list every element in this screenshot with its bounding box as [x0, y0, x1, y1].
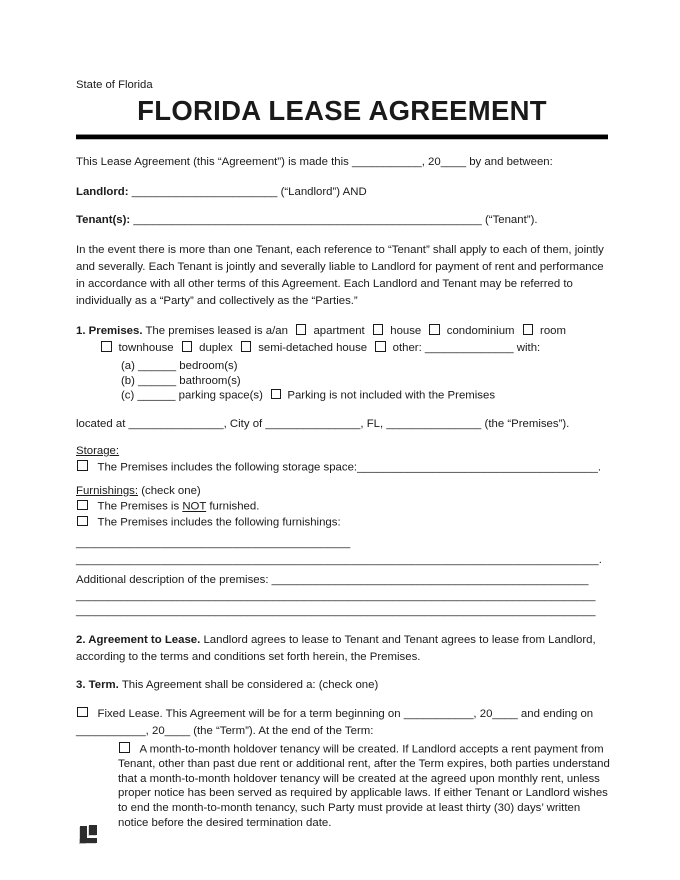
additional-label: Additional description of the premises:: [76, 574, 269, 586]
furnishings-blank-short: __________________________________________: [76, 537, 351, 549]
not-word: NOT: [182, 500, 207, 513]
furnishings-includes-text: The Premises includes the following furnishings:: [97, 516, 341, 529]
title-rule: [76, 134, 608, 140]
furnishings-heading-line: [76, 484, 608, 500]
furnishings-heading: Furnishings:: [76, 484, 139, 497]
joint-liability-paragraph: [76, 242, 608, 310]
landlord-line: [76, 184, 608, 201]
not-furnished-pre: The Premises is: [97, 500, 180, 513]
option-townhouse-label: townhouse: [118, 342, 174, 354]
option-room: [523, 325, 566, 337]
storage-block: [76, 444, 608, 476]
option-townhouse: [101, 342, 174, 354]
agreement-to-lease-paragraph: [76, 632, 608, 666]
premises-detail-c: [121, 388, 608, 403]
opening-line-text: This Lease Agreement (this “Agreement”) is made this ___________, 20____ by and between:: [76, 156, 553, 168]
option-condominium: [429, 325, 514, 337]
detail-a-blank: ______: [138, 360, 177, 372]
additional-blank: __________________________________________________: [271, 574, 589, 586]
no-parking-label: Parking is not included with the Premises: [287, 389, 496, 402]
option-house: [373, 325, 422, 337]
detail-a-label: bedroom(s): [179, 360, 238, 372]
other-blank: ______________: [424, 342, 514, 354]
fixed-lease-text: Fixed Lease. This Agreement will be for a term beginning on ___________, 20____ and ending on ___________, 20____ (the “Term”). At the end of the Term:: [76, 707, 594, 737]
option-duplex: [182, 342, 233, 354]
furnishings-blank-full: ________________________________________________________________________________.: [76, 554, 603, 566]
additional-description-block: [76, 573, 608, 620]
tenant-line: [76, 212, 608, 229]
joint-liability-text: In the event there is more than one Tenant, each reference to “Tenant” shall apply to each of them, jointly and severally. Each Tenant is jointly and severally liable to Landlord for payment of rent and performance in accordance with all other terms of this Agreement. Each Landlord and Tenant may be referred to individually as a “Party” and collectively as the “Parties.”: [76, 244, 604, 307]
detail-b-label: bathroom(s): [179, 374, 241, 387]
option-other-label: other:: [392, 342, 422, 354]
premises-lead-text: The premises leased is a/an: [145, 325, 288, 337]
additional-blank-line-2: __________________________________________________________________________________: [76, 605, 596, 617]
checkbox-fixed-lease[interactable]: [77, 707, 88, 718]
option-apartment: [296, 325, 365, 337]
term-heading: 3. Term.: [76, 678, 119, 691]
furnishings-block: [76, 484, 608, 570]
option-duplex-label: duplex: [199, 342, 233, 354]
storage-option-text: The Premises includes the following storage space:: [97, 461, 358, 473]
premises-detail-a: [121, 359, 608, 374]
premises-section: [76, 323, 608, 403]
premises-detail-b: [121, 374, 608, 389]
term-paragraph: [76, 677, 608, 694]
detail-a-key: (a): [121, 360, 135, 372]
state-label: State of Florida: [76, 79, 153, 91]
option-condominium-label: condominium: [446, 325, 515, 337]
premises-type-row-2: [76, 340, 608, 357]
checkbox-room[interactable]: [523, 324, 534, 335]
furnishings-check-one: (check one): [141, 484, 201, 497]
option-semi-detached: [241, 342, 367, 354]
checkbox-semi-detached[interactable]: [241, 341, 252, 352]
holdover-clause: [118, 742, 610, 831]
checkbox-no-parking[interactable]: [271, 389, 282, 400]
legaltemplates-logo-icon: [80, 825, 97, 843]
checkbox-townhouse[interactable]: [101, 341, 112, 352]
located-text: located at _______________, City of _______________, FL, _______________ (the “Premises”).: [76, 418, 570, 430]
checkbox-storage-space[interactable]: [77, 460, 88, 471]
not-furnished-post: furnished.: [209, 500, 260, 513]
checkbox-condominium[interactable]: [429, 324, 440, 335]
checkbox-furnished[interactable]: [77, 516, 88, 527]
furnishings-option-not: [76, 499, 608, 515]
term-text: This Agreement shall be considered a: (check one): [121, 678, 379, 691]
additional-label-line: [76, 573, 608, 589]
tenant-label: Tenant(s):: [76, 214, 131, 226]
landlord-label: Landlord:: [76, 186, 129, 198]
opening-paragraph: [76, 154, 608, 171]
option-house-label: house: [390, 325, 422, 337]
landlord-blank: _______________________: [131, 186, 278, 198]
checkbox-other[interactable]: [375, 341, 386, 352]
option-semi-detached-label: semi-detached house: [258, 342, 368, 354]
tenant-after-text: (“Tenant”).: [484, 214, 538, 226]
option-room-label: room: [540, 325, 566, 337]
detail-c-label: parking space(s): [178, 389, 263, 402]
landlord-after-text: (“Landlord”) AND: [280, 186, 367, 198]
agreement-to-lease-heading: 2. Agreement to Lease.: [76, 633, 201, 646]
with-text: with:: [516, 342, 541, 354]
detail-c-key: (c): [121, 389, 135, 402]
detail-b-blank: ______: [138, 374, 177, 387]
checkbox-apartment[interactable]: [296, 324, 307, 335]
storage-blank: ______________________________________.: [357, 461, 601, 473]
option-other: [375, 342, 422, 354]
premises-type-row-1: [76, 323, 608, 340]
document-title: FLORIDA LEASE AGREEMENT: [137, 95, 547, 126]
furnishings-option-includes: [76, 515, 608, 531]
storage-heading: Storage:: [76, 445, 120, 457]
checkbox-holdover-tenancy[interactable]: [119, 742, 130, 753]
storage-option-line: [76, 460, 608, 476]
checkbox-not-furnished[interactable]: [77, 500, 88, 511]
premises-heading: 1. Premises.: [76, 325, 143, 337]
located-line: [76, 416, 608, 433]
additional-blank-line-1: __________________________________________________________________________________: [76, 589, 596, 602]
option-apartment-label: apartment: [313, 325, 365, 337]
checkbox-house[interactable]: [373, 324, 384, 335]
tenant-blank: _______________________________________________________: [133, 214, 482, 226]
detail-b-key: (b): [121, 374, 135, 387]
detail-c-blank: ______: [137, 389, 176, 402]
agreement-to-lease-text: Landlord agrees to lease to Tenant and Tenant agrees to lease from Landlord, according to the terms and conditions set forth herein, the Premises.: [76, 633, 596, 663]
holdover-text: A month-to-month holdover tenancy will be created. If Landlord accepts a rent payment from Tenant, other than past due rent or additional rent, after the Term expires, both parties understand that a month-to-month holdover tenancy will be created at the agreed upon monthly rent, unless proper notice has been served as required by applicable laws. If either Tenant or Landlord wishes to end the month-to-month tenancy, such Party must provide at least thirty (30) days’ written notice before the desired termination date.: [118, 743, 610, 829]
checkbox-duplex[interactable]: [182, 341, 193, 352]
fixed-lease-clause: [76, 706, 608, 740]
